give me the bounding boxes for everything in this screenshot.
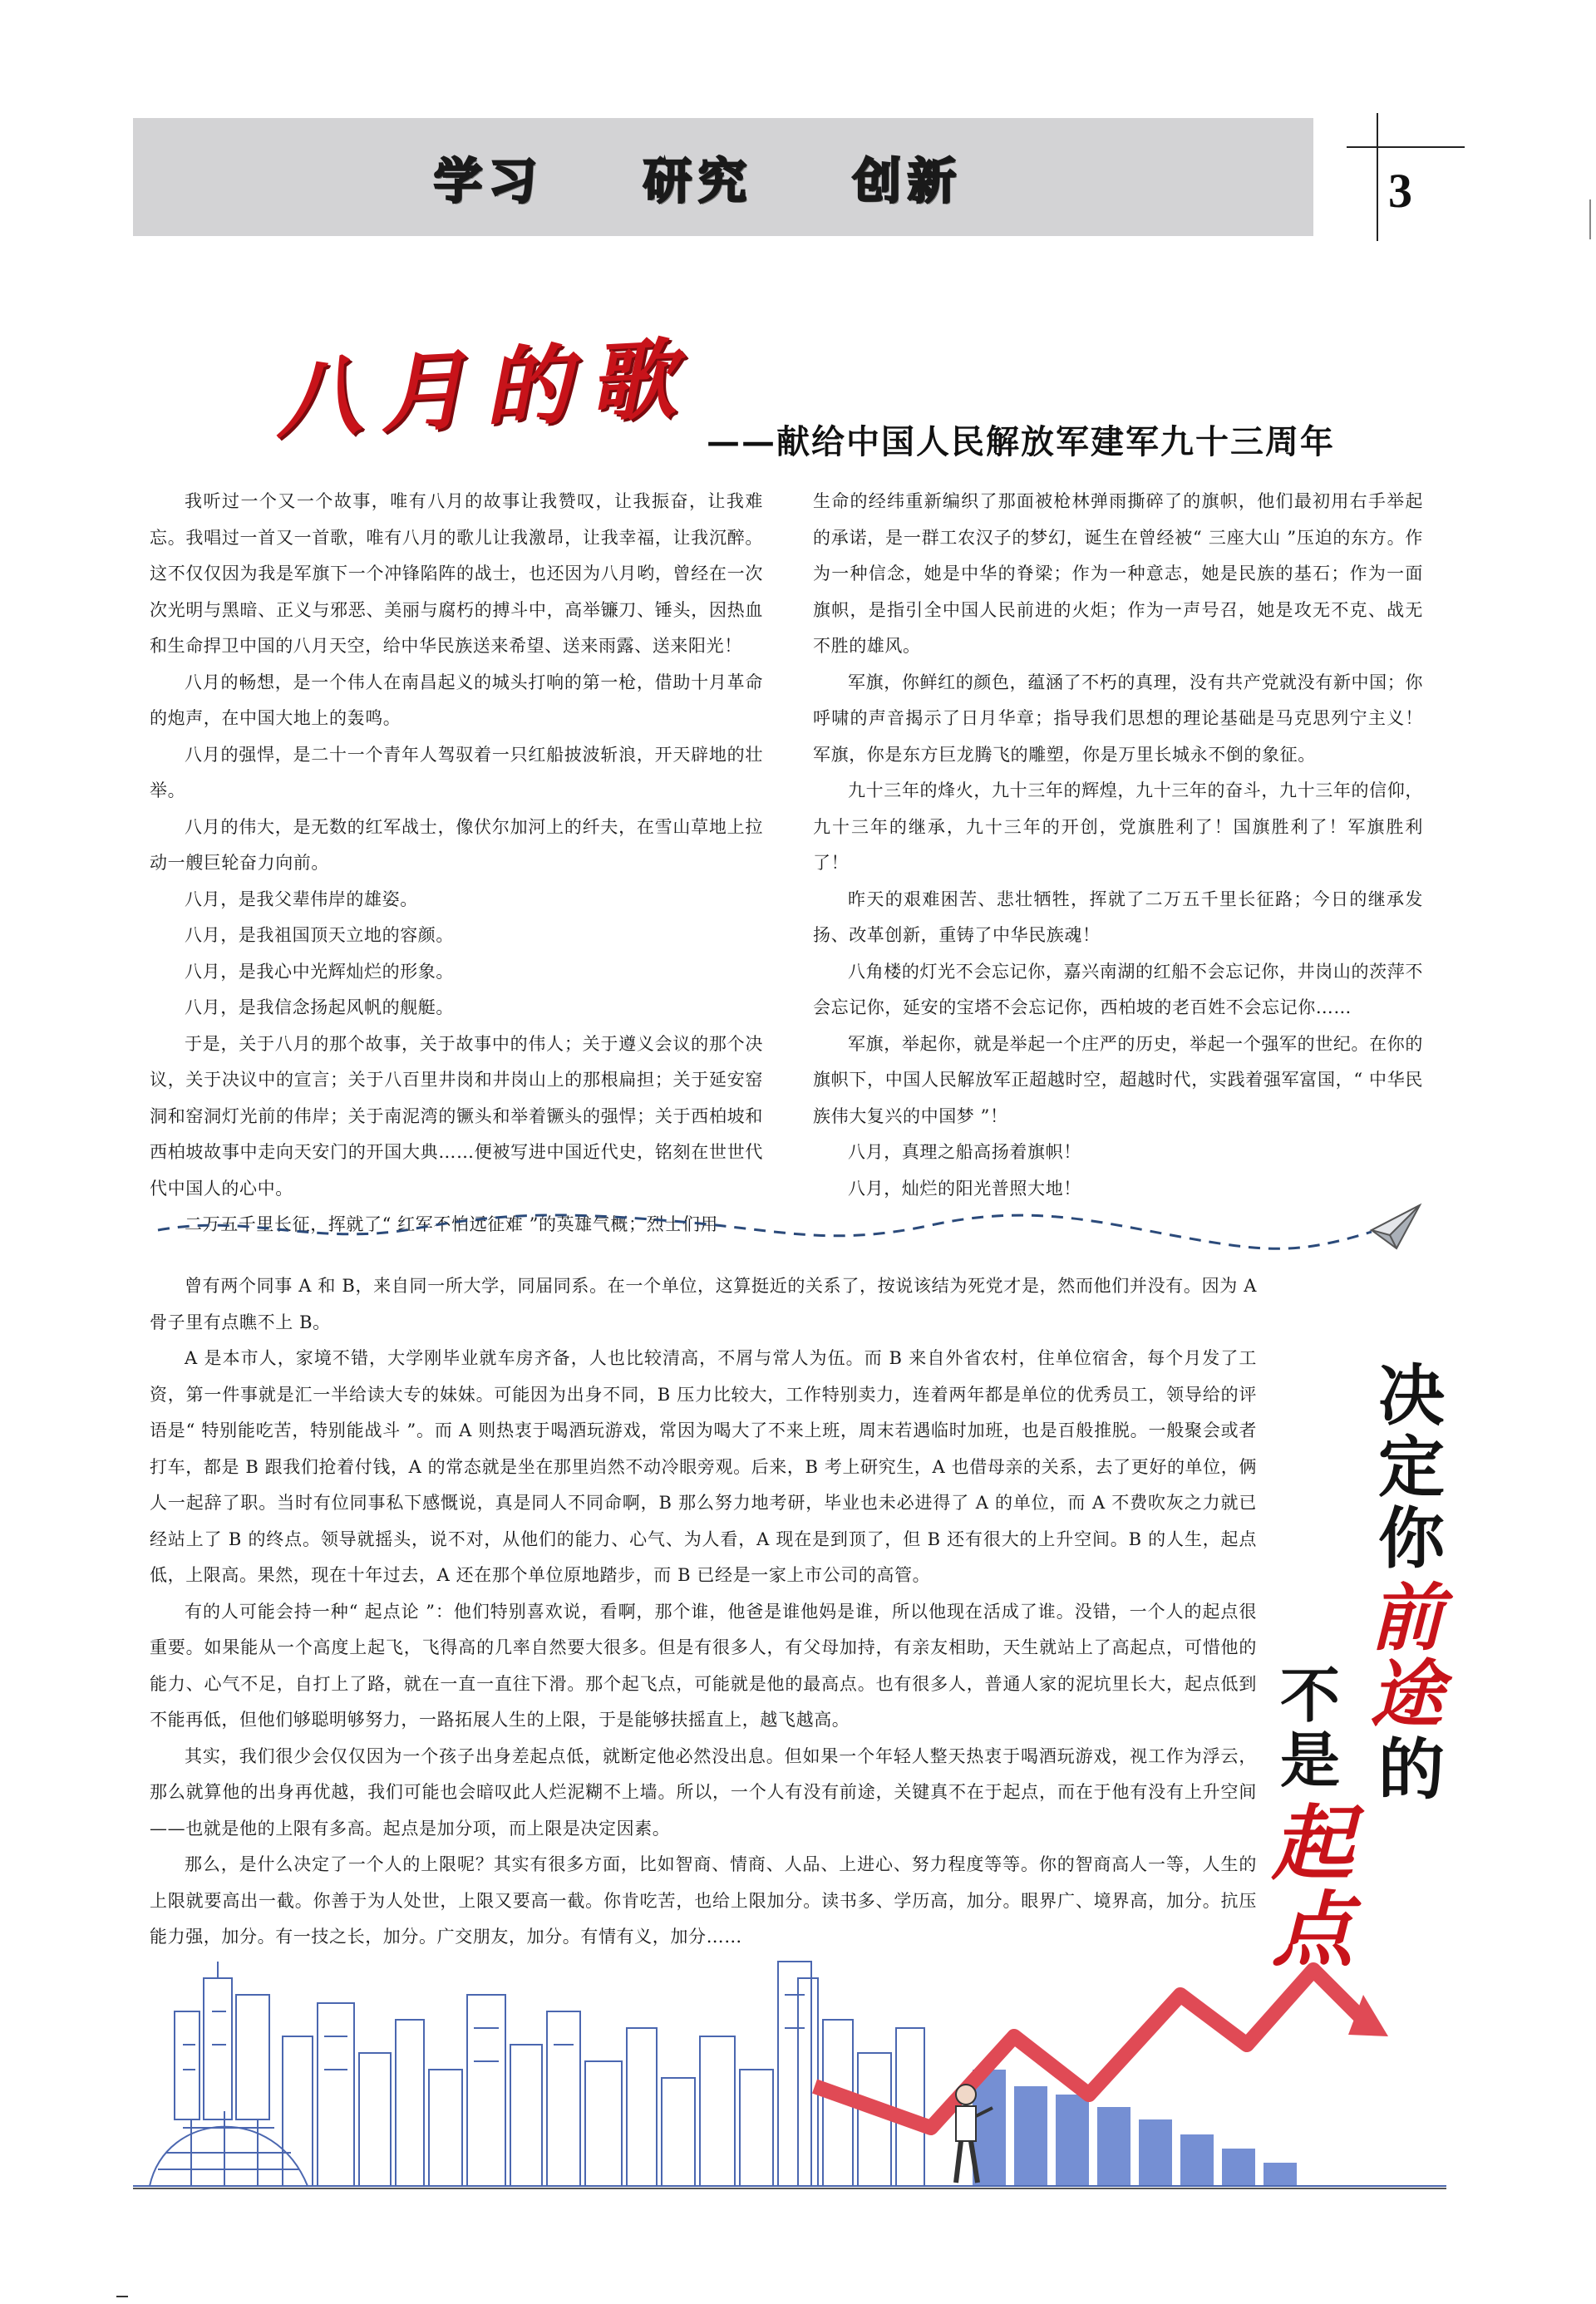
title-char: 定 <box>1378 1429 1445 1506</box>
paper-plane-icon <box>1372 1205 1420 1248</box>
paragraph: 八角楼的灯光不会忘记你，嘉兴南湖的红船不会忘记你，井岗山的茨萍不会忘记你，延安的宝塔不会忘记你，西柏坡的老百姓不会忘记你…… <box>813 961 1423 1017</box>
paragraph: 九十三年的烽火，九十三年的辉煌，九十三年的奋斗，九十三年的信仰，九十三年的继承，九十三年的开创，党旗胜利了！国旗胜利了！军旗胜利了！ <box>813 780 1423 873</box>
footer-rule <box>133 2188 1446 2189</box>
paragraph: 有的人可能会持一种“ 起点论 ”：他们特别喜欢说，看啊，那个谁，他爸是谁他妈是谁，所以他现在活成了谁。没错，一个人的起点很重要。如果能从一个高度上起飞，飞得高的几率自然要大很多。但是有很多人，有父母加持，有亲友相助，天生就站上了高起点，可惜他的能力、心气不足，自打上了路，就在一直一直往下滑。那个起飞点，可能就是他的最高点。也有很多人，普通人家的泥坑里长大，起点低到不能再低，但他们够聪明够努力，一路拓展人生的上限，于是能够扶摇直上，越飞越高。 <box>150 1601 1257 1730</box>
article-left-column <box>150 484 763 1243</box>
section-word-innovation: 创新 <box>853 153 963 209</box>
paragraph: 二万五千里长征，挥就了“ 红军不怕远征难 ”的英雄气概；烈士们用 <box>185 1214 719 1234</box>
title-char: 途 <box>1370 1651 1444 1737</box>
article-right-column <box>813 484 1423 1207</box>
paragraph: 八月，真理之船高扬着旗帜！ <box>848 1142 1081 1162</box>
page-number-crossline-horizontal <box>1347 146 1465 148</box>
paragraph: 八月，灿烂的阳光普照大地！ <box>848 1178 1081 1199</box>
growth-bars <box>973 2070 1297 2186</box>
title-char: 决 <box>1378 1357 1445 1435</box>
paragraph: 八月，是我父辈伟岸的雄姿。 <box>185 889 418 909</box>
city-skyline-growth-illustration <box>133 1945 1446 2194</box>
title-char: 前 <box>1370 1574 1444 1661</box>
crop-mark <box>1589 199 1591 239</box>
paragraph: 八月，是我信念扬起风帆的舰艇。 <box>185 997 454 1017</box>
paragraph: 八月的强悍，是二十一个青年人驾驭着一只红船披波斩浪，开天辟地的壮举。 <box>150 744 763 800</box>
paragraph: 八月，是我心中光辉灿烂的形象。 <box>185 961 454 982</box>
paragraph: 八月的伟大，是无数的红军战士，像伏尔加河上的纤夫，在雪山草地上拉动一艘巨轮奋力向前。 <box>150 816 763 873</box>
title-char: 起 <box>1272 1796 1354 1892</box>
paragraph: 八月，是我祖国顶天立地的容颜。 <box>185 925 454 945</box>
paragraph: A 是本市人，家境不错，大学刚毕业就车房齐备，人也比较清高，不屑与常人为伍。而 B 来自外省农村，住单位宿舍，每个月发了工资，第一件事就是汇一半给读大专的妹妹。可能因为出身不同，B 压力比较大，工作特别卖力，连着两年都是单位的优秀员工，领导给的评语是“ 特别能吃苦，特别能战斗 ”。而 A 则热衷于喝酒玩游戏，常因为喝大了不来上班，周末若遇临时加班，也是百般推脱。一般聚会或者打车，都是 B 跟我们抢着付钱，A 的常态就是坐在那里岿然不动冷眼旁观。后来，B 考上研究生，A 也借母亲的关系，去了更好的单位，俩人一起辞了职。当时有位同事私下感慨说，真是同人不同命啊，B 那么努力地考研，毕业也未必进得了 A 的单位，而 A 不费吹灰之力就已经站上了 B 的终点。领导就摇头，说不对，从他们的能力、心气、为人看，A 现在是到顶了，但 B 还有很大的上升空间。B 的人生，起点低，上限高。果然，现在十年过去，A 还在那个单位原地踏步，而 B 已经是一家上市公司的高管。 <box>150 1348 1257 1585</box>
paragraph: 那么，是什么决定了一个人的上限呢？其实有很多方面，比如智商、情商、人品、上进心、努力程度等等。你的智商高人一等，人生的上限就要高出一截。你善于为人处世，上限又要高一截。你肯吃苦，也给上限加分。读书多、学历高，加分。眼界广、境界高，加分。抗压能力强，加分。有一技之长，加分。广交朋友，加分。有情有义，加分…… <box>150 1854 1257 1947</box>
city-skyline-icon <box>150 1962 924 2186</box>
section-word-study: 学习 <box>433 153 544 209</box>
paragraph: 军旗，举起你，就是举起一个庄严的历史，举起一个强军的世纪。在你的旗帜下，中国人民解放军正超越时空，超越时代，实践着强军富国，“ 中华民族伟大复兴的中国梦 ”！ <box>813 1033 1423 1126</box>
article2-title <box>1272 1357 1455 1978</box>
paragraph: 八月的畅想，是一个伟人在南昌起义的城头打响的第一枪，借助十月革命的炮声，在中国大地上的轰鸣。 <box>150 672 763 728</box>
title-char: 不 <box>1280 1661 1341 1730</box>
title-char: 你 <box>1378 1500 1445 1578</box>
article-title: 八月的歌 <box>272 326 697 451</box>
title-char: 是 <box>1280 1726 1341 1795</box>
article-subtitle: ——献给中国人民解放军建军九十三周年 <box>707 422 1335 461</box>
title-char: 的 <box>1378 1731 1445 1809</box>
title-char: 点 <box>1272 1883 1354 1978</box>
paragraph: 我听过一个又一个故事，唯有八月的故事让我赞叹，让我振奋，让我难忘。我唱过一首又一首歌，唯有八月的歌儿让我激昂，让我幸福，让我沉醉。这不仅仅因为我是军旗下一个冲锋陷阵的战士，也还因为八月哟，曾经在一次次光明与黑暗、正义与邪恶、美丽与腐朽的搏斗中，高举镰刀、锤头，因热血和生命捍卫中国的八月天空，给中华民族送来希望、送来雨露、送来阳光！ <box>150 491 763 656</box>
page-number-crossline-vertical <box>1377 113 1378 241</box>
section-title <box>133 118 1313 236</box>
paragraph-continuation: 生命的经纬重新编织了那面被枪林弹雨撕碎了的旗帜，他们最初用右手举起的承诺，是一群工农汉子的梦幻，诞生在曾经被“ 三座大山 ”压迫的东方。作为一种信念，她是中华的脊梁；作为一种意志，她是民族的基石；作为一面旗帜，是指引全中国人民前进的火炬；作为一声号召，她是攻无不克、战无不胜的雄风。 <box>813 491 1423 656</box>
section-word-research: 研究 <box>643 153 753 209</box>
page-number: 3 <box>1388 164 1412 218</box>
article2-body <box>150 1268 1257 1956</box>
paragraph: 曾有两个同事 A 和 B，来自同一所大学，同届同系。在一个单位，这算挺近的关系了，按说该结为死党才是，然而他们并没有。因为 A 骨子里有点瞧不上 B。 <box>150 1276 1257 1332</box>
paragraph: 于是，关于八月的那个故事，关于故事中的伟人；关于遵义会议的那个决议，关于决议中的宣言；关于八百里井岗和井岗山上的那根扁担；关于延安窑洞和窑洞灯光前的伟岸；关于南泥湾的镢头和举着镢头的强悍；关于西柏坡和西柏坡故事中走向天安门的开国大典……便被写进中国近代史，铭刻在世世代代中国人的心中。 <box>150 1033 763 1199</box>
crop-mark <box>116 2296 128 2297</box>
paragraph: 昨天的艰难困苦、悲壮牺牲，挥就了二万五千里长征路；今日的继承发扬、改革创新，重铸了中华民族魂！ <box>813 889 1423 945</box>
paragraph: 军旗，你鲜红的颜色，蕴涵了不朽的真理，没有共产党就没有新中国；你呼啸的声音揭示了日月华章；指导我们思想的理论基础是马克思列宁主义！军旗，你是东方巨龙腾飞的雕塑，你是万里长城永不倒的象征。 <box>813 672 1423 765</box>
dashed-divider-with-paper-plane <box>150 1197 1430 1272</box>
paragraph: 其实，我们很少会仅仅因为一个孩子出身差起点低，就断定他必然没出息。但如果一个年轻人整天热衷于喝酒玩游戏，视工作为浮云，那么就算他的出身再优越，我们可能也会暗叹此人烂泥糊不上墙。所以，一个人有没有前途，关键真不在于起点，而在于他有没有上升空间——也就是他的上限有多高。起点是加分项，而上限是决定因素。 <box>150 1745 1257 1839</box>
